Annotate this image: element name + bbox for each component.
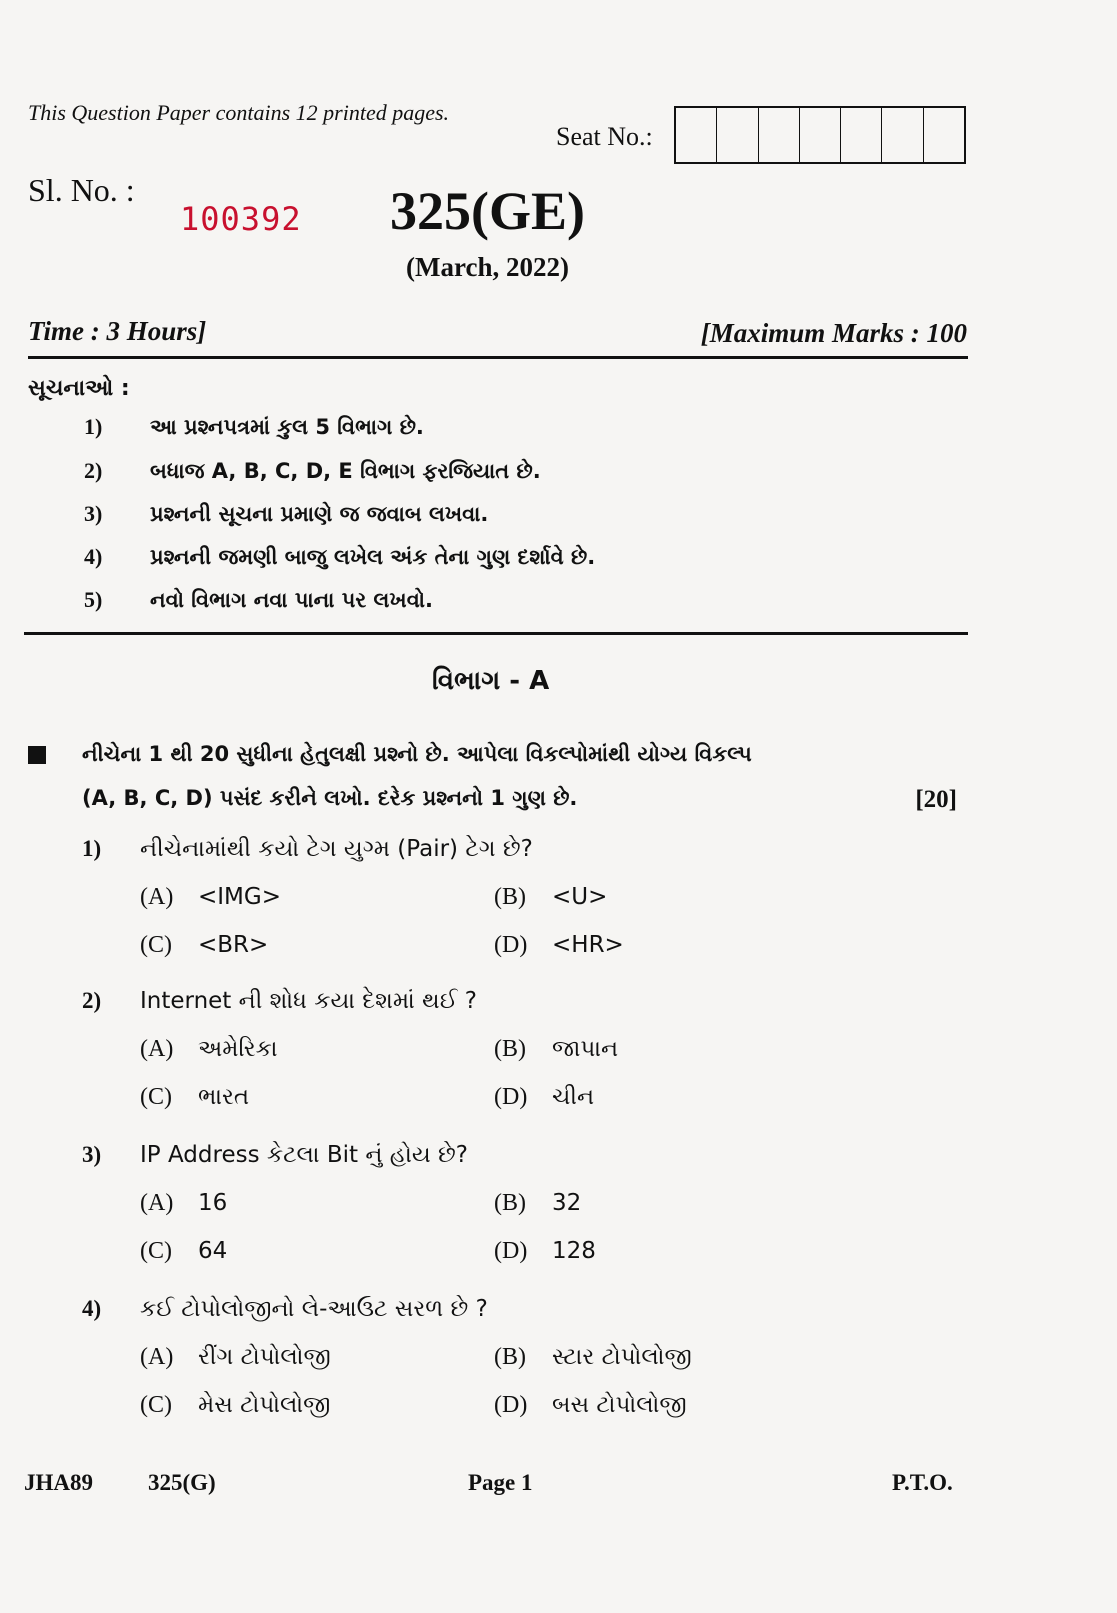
option-a: (A) 16: [140, 1190, 228, 1216]
option-c: (C) 64: [140, 1238, 228, 1264]
option-d: (D) 128: [494, 1238, 596, 1264]
serial-number-value: 100392: [180, 200, 302, 238]
seat-number-cell[interactable]: [882, 108, 923, 162]
section-intro-line-1: નીચેના 1 થી 20 સુધીના હેતુલક્ષી પ્રશ્નો છે. આપેલા વિકલ્પોમાંથી યોગ્ય વિકલ્પ: [82, 742, 752, 766]
option-d: (D) બસ ટોપોલોજી: [494, 1392, 687, 1418]
page-count-note: This Question Paper contains 12 printed pages.: [28, 100, 450, 125]
exam-month: (March, 2022): [406, 252, 569, 282]
option-c: (C) <BR>: [140, 932, 269, 958]
option-a: (A) <IMG>: [140, 884, 281, 910]
footer-pto: P.T.O.: [892, 1470, 953, 1495]
exam-duration: Time : 3 Hours]: [28, 316, 207, 346]
seat-number-label: Seat No.:: [556, 122, 653, 151]
instruction-item: 3) પ્રશ્નની સૂચના પ્રમાણે જ જવાબ લખવા.: [84, 501, 489, 526]
option-b: (B) 32: [494, 1190, 582, 1216]
instruction-item: 2) બધાજ A, B, C, D, E વિભાગ ફરજિયાત છે.: [84, 458, 541, 483]
seat-number-cell[interactable]: [800, 108, 841, 162]
instruction-item: 1) આ પ્રશ્નપત્રમાં કુલ 5 વિભાગ છે.: [84, 414, 424, 439]
question-text: 2) Internet ની શોધ કયા દેશમાં થઈ ?: [82, 988, 477, 1014]
option-d: (D) <HR>: [494, 932, 624, 958]
instruction-item: 4) પ્રશ્નની જમણી બાજુ લખેલ અંક તેના ગુણ દર્શાવે છે.: [84, 544, 596, 569]
seat-number-cell[interactable]: [759, 108, 800, 162]
option-b: (B) સ્ટાર ટોપોલોજી: [494, 1344, 692, 1370]
option-a: (A) અમેરિકા: [140, 1036, 278, 1062]
maximum-marks: [Maximum Marks : 100: [700, 318, 967, 348]
footer-code-2: 325(G): [148, 1470, 216, 1495]
section-title: વિભાગ - A: [432, 666, 550, 696]
question-text: 4) કઈ ટોપોલોજીનો લે-આઉટ સરળ છે ?: [82, 1296, 488, 1322]
paper-code: 325(GE): [390, 181, 585, 241]
question-text: 1) નીચેનામાંથી કયો ટેગ યુગ્મ (Pair) ટેગ છે?: [82, 836, 533, 862]
option-a: (A) રીંગ ટોપોલોજી: [140, 1344, 331, 1370]
serial-number-label: Sl. No. :: [28, 172, 135, 208]
option-b: (B) <U>: [494, 884, 608, 910]
seat-number-cell[interactable]: [717, 108, 758, 162]
option-c: (C) મેસ ટોપોલોજી: [140, 1392, 331, 1418]
seat-number-cell[interactable]: [924, 108, 964, 162]
header-divider: [28, 356, 968, 359]
seat-number-boxes[interactable]: [674, 106, 966, 164]
instruction-item: 5) નવો વિભાગ નવા પાના પર લખવો.: [84, 587, 434, 612]
section-intro-line-2: (A, B, C, D) પસંદ કરીને લખો. દરેક પ્રશ્નનો 1 ગુણ છે.: [82, 786, 578, 810]
instructions-heading: સૂચનાઓ :: [28, 376, 130, 401]
footer-code-1: JHA89: [24, 1470, 93, 1495]
footer-page-number: Page 1: [468, 1470, 533, 1495]
option-c: (C) ભારત: [140, 1084, 250, 1110]
question-text: 3) IP Address કેટલા Bit નું હોય છે?: [82, 1142, 469, 1168]
square-bullet-icon: [28, 746, 46, 764]
seat-number-cell[interactable]: [841, 108, 882, 162]
seat-number-cell[interactable]: [676, 108, 717, 162]
option-d: (D) ચીન: [494, 1084, 595, 1110]
option-b: (B) જાપાન: [494, 1036, 619, 1062]
instructions-divider: [24, 632, 968, 635]
section-total-marks: [20]: [915, 786, 957, 813]
